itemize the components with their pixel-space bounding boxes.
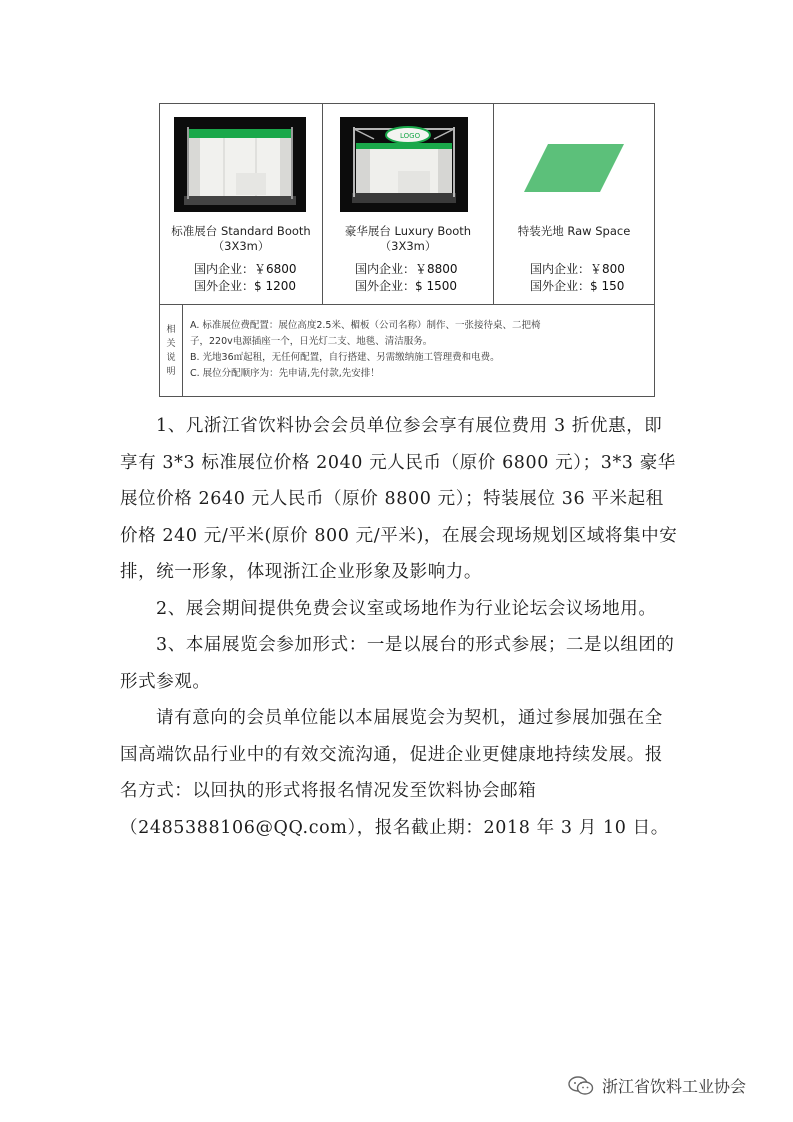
standard-booth-name xyxy=(160,224,322,254)
note-line: B. 光地36㎡起租，无任何配置，自行搭建、另需缴纳施工管理费和电费。 xyxy=(190,352,500,363)
booth-options-row xyxy=(160,104,654,305)
notes-label-char: 相 xyxy=(166,324,176,335)
luxury-booth-name xyxy=(323,224,493,254)
notes-label-char: 明 xyxy=(166,366,176,377)
raw-space-foreign-price: 国外企业：$ 150 xyxy=(530,279,625,293)
standard-booth-image xyxy=(174,117,306,212)
booth-price-table xyxy=(159,103,655,397)
wechat-icon xyxy=(568,1076,594,1096)
luxury-booth-size: （3X3m） xyxy=(379,239,437,253)
standard-booth-size: （3X3m） xyxy=(212,239,270,253)
note-line: 子，220v电源插座一个，日光灯二支、地毯、清洁服务。 xyxy=(190,336,433,347)
notes-label-char: 说 xyxy=(166,352,176,363)
footer-watermark xyxy=(568,1074,746,1097)
paragraph-member-discount: 1、凡浙江省饮料协会会员单位参会享有展位费用 3 折优惠，即享有 3*3 标准展位价格 2040 元人民币（原价 6800 元）；3*3 豪华展位价格 2640 元人民币（原价 8800 元）；特装展位 36 平米起租价格 240 元/平米(原价 800 元/平米)，在展会现场规划区域将集中安排，统一形象，体现浙江企业形象及影响力。 xyxy=(120,416,678,582)
raw-space-cell xyxy=(494,104,654,304)
luxury-foreign-price: 国外企业：$ 1500 xyxy=(355,279,457,293)
standard-booth-title: 标准展台 Standard Booth xyxy=(171,224,311,238)
note-line: A. 标准展位费配置：展位高度2.5米、楣板（公司名称）制作、一张接待桌、二把椅 xyxy=(190,320,541,331)
luxury-booth-image xyxy=(340,117,468,212)
standard-booth-price xyxy=(194,261,297,295)
luxury-booth-title: 豪华展台 Luxury Booth xyxy=(344,224,472,238)
standard-foreign-price: 国外企业：$ 1200 xyxy=(194,279,296,293)
standard-booth-cell xyxy=(160,104,323,304)
notes-label xyxy=(160,305,183,396)
luxury-domestic-price: 国内企业：￥8800 xyxy=(355,262,458,276)
luxury-booth-price xyxy=(355,261,458,295)
booth-notes xyxy=(160,305,654,396)
paragraph-registration: 请有意向的会员单位能以本届展览会为契机，通过参展加强在全国高端饮品行业中的有效交流沟通，促进企业更健康地持续发展。报名方式：以回执的形式将报名情况发至饮料协会邮箱（2485388106@QQ.com），报名截止期：2018 年 3 月 10 日。 xyxy=(120,708,669,838)
raw-space-domestic-price: 国内企业：￥800 xyxy=(530,262,625,276)
paragraph-meeting-room: 2、展会期间提供免费会议室或场地作为行业论坛会议场地用。 xyxy=(156,598,657,619)
standard-domestic-price: 国内企业：￥6800 xyxy=(194,262,297,276)
luxury-booth-cell xyxy=(323,104,494,304)
paragraph-participation-form: 3、本届展览会参加形式：一是以展台的形式参展；二是以组团的形式参观。 xyxy=(120,635,675,692)
raw-space-title: 特装光地 Raw Space xyxy=(517,224,631,238)
footer-brand-name: 浙江省饮料工业协会 xyxy=(602,1077,747,1096)
raw-space-price xyxy=(530,261,625,295)
raw-space-name xyxy=(494,224,654,239)
notes-text xyxy=(190,318,640,382)
note-line: C. 展位分配顺序为：先申请,先付款,先安排！ xyxy=(190,368,380,379)
raw-space-image xyxy=(524,144,624,192)
notes-label-char: 关 xyxy=(166,338,176,349)
luxury-booth-logo-text: LOGO xyxy=(400,132,421,140)
document-body xyxy=(120,408,680,846)
